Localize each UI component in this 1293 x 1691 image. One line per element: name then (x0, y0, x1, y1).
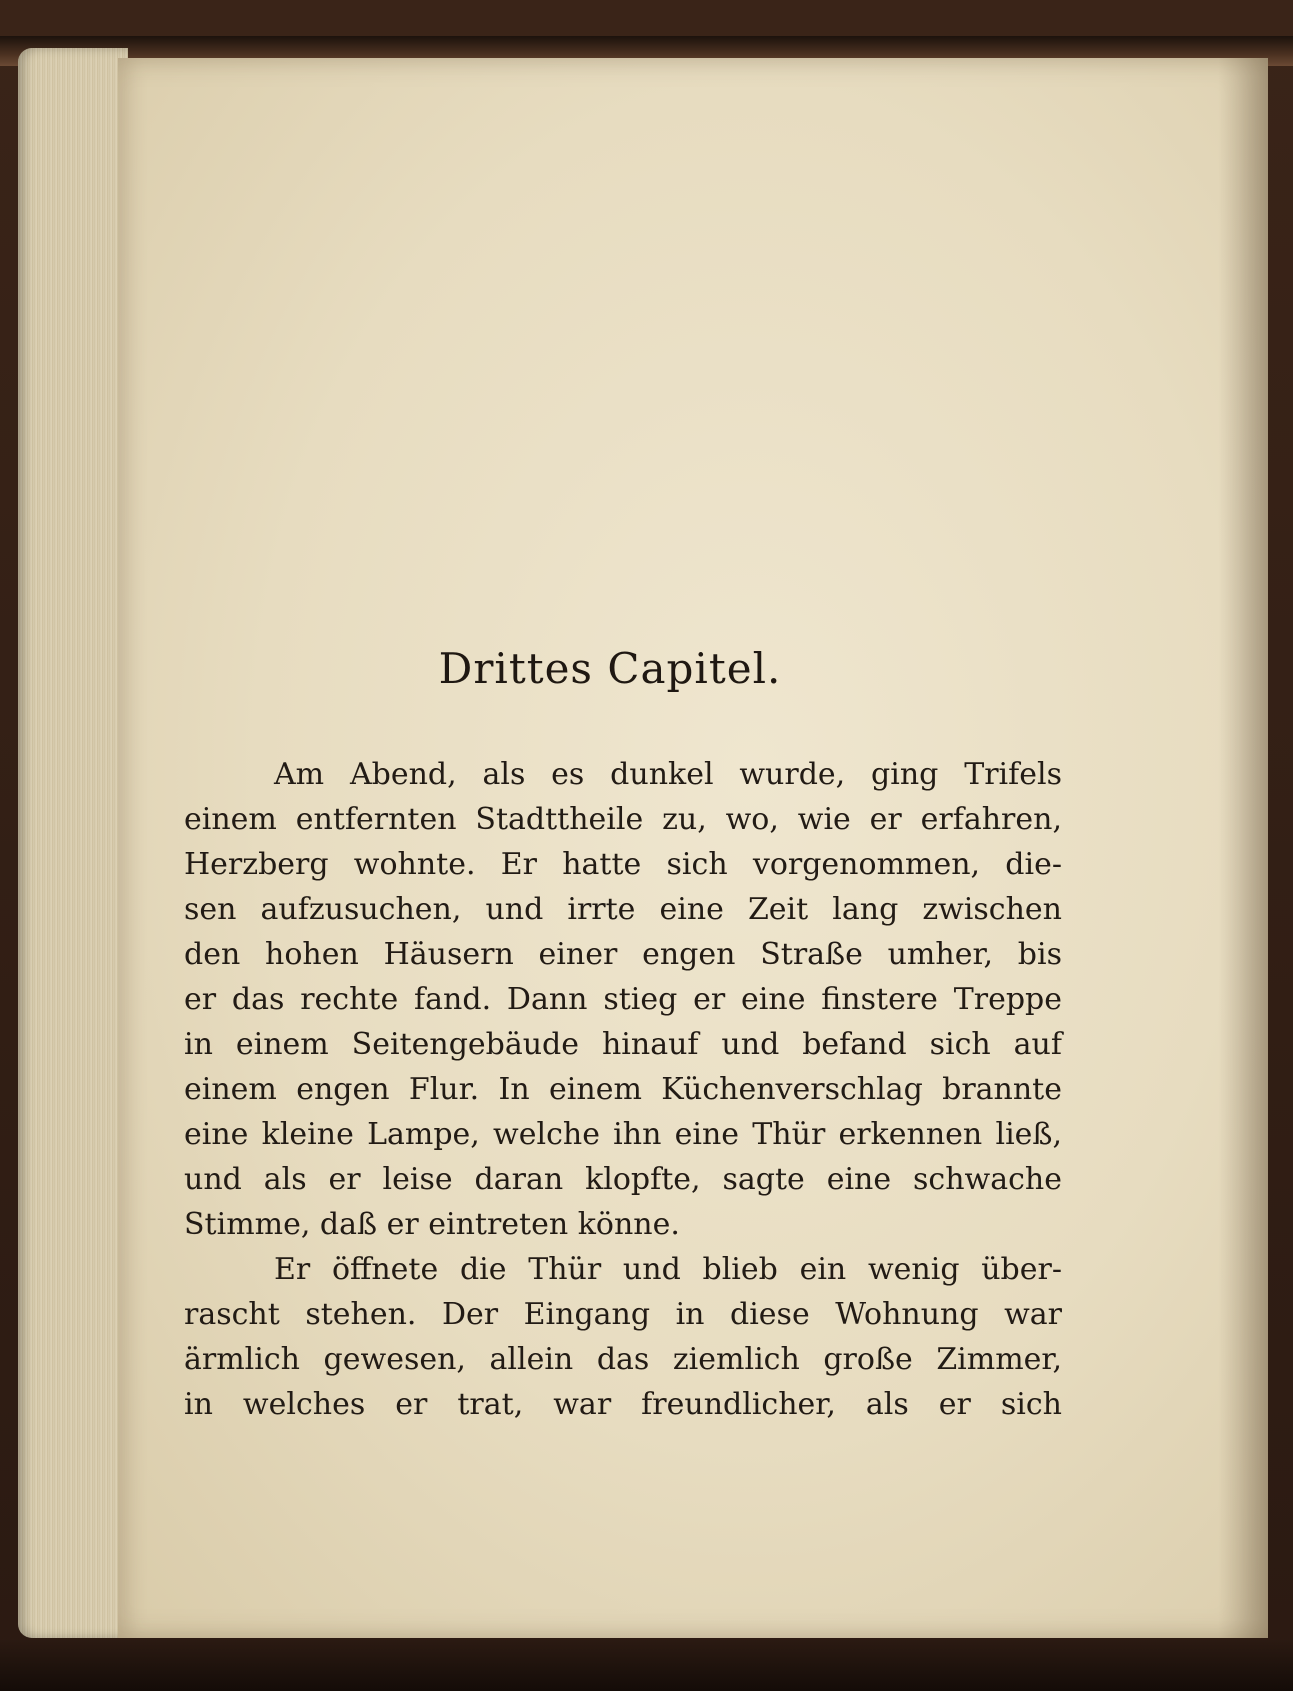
text-line: Am Abend, als es dunkel wurde, ging Trifels (274, 757, 1062, 792)
text-line: und als er leise daran klopfte, sagte eine schwache (184, 1162, 1062, 1197)
text-line: Stimme, daß er eintreten könne. (184, 1207, 680, 1242)
text-line: den hohen Häusern einer engen Straße umher, bis (184, 937, 1062, 972)
text-line: ärmlich gewesen, allein das ziemlich große Zimmer, (184, 1342, 1062, 1377)
text-line: sen aufzusuchen, und irrte eine Zeit lang zwischen (184, 892, 1062, 927)
book-bottom-edge (0, 1640, 1293, 1691)
paragraph (184, 1247, 1062, 1427)
page-stack (18, 48, 128, 1638)
paragraph (184, 752, 1062, 1247)
text-line: in welches er trat, war freundlicher, als er sich (184, 1387, 1062, 1422)
text-line: Er öffnete die Thür und blieb ein wenig über- (274, 1252, 1062, 1287)
text-line: er das rechte fand. Dann stieg er eine finstere Treppe (184, 982, 1062, 1017)
text-line: einem engen Flur. In einem Küchenverschlag brannte (184, 1072, 1062, 1107)
text-line: eine kleine Lampe, welche ihn eine Thür erkennen ließ, (184, 1117, 1062, 1152)
text-line: einem entfernten Stadttheile zu, wo, wie er erfahren, (184, 802, 1062, 837)
chapter-title: Drittes Capitel. (438, 644, 782, 693)
gutter-shadow (1218, 58, 1268, 1638)
text-line: rascht stehen. Der Eingang in diese Wohnung war (184, 1297, 1062, 1332)
text-line: Herzberg wohnte. Er hatte sich vorgenommen, die- (184, 847, 1062, 882)
text-line: in einem Seitengebäude hinauf und befand sich auf (184, 1027, 1062, 1062)
body-text (184, 752, 1062, 1427)
